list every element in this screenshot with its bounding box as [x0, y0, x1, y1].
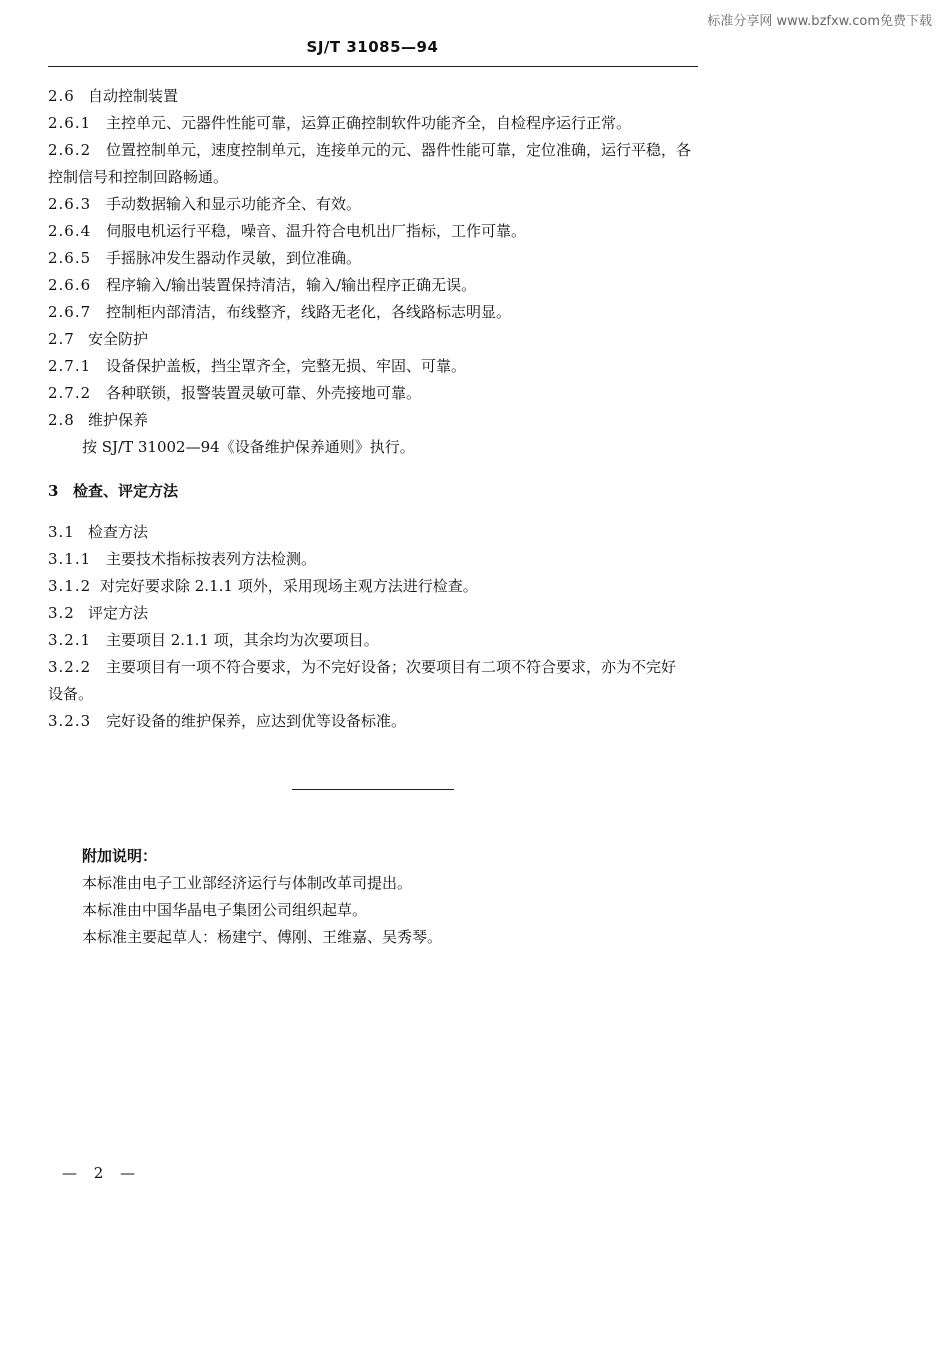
- section-number: 2.6.7: [48, 303, 92, 321]
- clause-3-2-2: [48, 657, 676, 677]
- section-text: 设备。: [48, 685, 94, 703]
- clause-2-7-1: [48, 356, 466, 376]
- section-text: 控制柜内部清洁，布线整齐，线路无老化，各线路标志明显。: [106, 303, 512, 321]
- clause-2-6-2-cont: [48, 167, 228, 187]
- appendix-line: 本标准由电子工业部经济运行与体制改革司提出。: [82, 874, 413, 892]
- section-3-1: [48, 522, 148, 542]
- section-number: 3.2.3: [48, 712, 92, 730]
- section-text: 主要项目有一项不符合要求，为不完好设备；次要项目有二项不符合要求，亦为不完好: [106, 658, 677, 676]
- clause-3-1-1: [48, 549, 316, 569]
- section-number: 2.6.3: [48, 195, 92, 213]
- section-number: 2.6.6: [48, 276, 92, 294]
- appendix-title: 附加说明：: [82, 847, 158, 865]
- watermark-text: 标准分享网 www.bzfxw.com免费下载: [707, 14, 932, 29]
- chapter-3-heading: [48, 481, 178, 501]
- section-text: 程序输入/输出装置保持清洁，输入/输出程序正确无误。: [106, 276, 477, 294]
- section-3-2: [48, 603, 148, 623]
- document-header: SJ/T 31085—94: [306, 38, 439, 56]
- section-text: 主要项目 2.1.1 项，其余均为次要项目。: [106, 631, 379, 649]
- section-number: 3.1.1: [48, 550, 92, 568]
- section-2-8: [48, 410, 148, 430]
- section-number: 2.8: [48, 411, 75, 429]
- section-2-7: [48, 329, 148, 349]
- clause-3-2-1: [48, 630, 379, 650]
- section-text: 评定方法: [88, 604, 149, 622]
- header-rule: [48, 66, 698, 67]
- section-text: 主控单元、元器件性能可靠，运算正确控制软件功能齐全，自检程序运行正常。: [106, 114, 632, 132]
- clause-2-6-5: [48, 248, 361, 268]
- section-2-6: [48, 86, 178, 106]
- section-number: 2.6: [48, 87, 75, 105]
- clause-2-6-6: [48, 275, 476, 295]
- section-number: 3.2.1: [48, 631, 92, 649]
- section-number: 2.6.4: [48, 222, 92, 240]
- clause-3-2-3: [48, 711, 406, 731]
- section-text: 维护保养: [88, 411, 149, 429]
- clause-3-2-2-cont: [48, 684, 93, 704]
- section-number: 2.6.2: [48, 141, 92, 159]
- section-text: 手摇脉冲发生器动作灵敏，到位准确。: [106, 249, 362, 267]
- section-number: 2.6.5: [48, 249, 92, 267]
- section-number: 3: [48, 482, 60, 500]
- appendix-line: 本标准由中国华晶电子集团公司组织起草。: [82, 901, 368, 919]
- clause-2-7-2: [48, 383, 421, 403]
- section-text: 控制信号和控制回路畅通。: [48, 168, 229, 186]
- clause-2-6-4: [48, 221, 526, 241]
- clause-2-6-1: [48, 113, 631, 133]
- section-number: 2.7.1: [48, 357, 92, 375]
- page-number: — 2 —: [62, 1164, 142, 1182]
- clause-2-6-3: [48, 194, 361, 214]
- clause-2-8-text: [82, 437, 415, 457]
- section-number: 2.6.1: [48, 114, 92, 132]
- section-number: 3.2.2: [48, 658, 92, 676]
- section-text: 伺服电机运行平稳，噪音、温升符合电机出厂指标，工作可靠。: [106, 222, 527, 240]
- section-text: 检查、评定方法: [73, 482, 179, 500]
- section-number: 3.1: [48, 523, 75, 541]
- clause-2-6-7: [48, 302, 511, 322]
- section-number: 3.2: [48, 604, 75, 622]
- appendix-line: 本标准主要起草人：杨建宁、傅刚、王维嘉、吴秀琴。: [82, 928, 443, 946]
- section-text: 对完好要求除 2.1.1 项外，采用现场主观方法进行检查。: [100, 577, 478, 595]
- section-text: 手动数据输入和显示功能齐全、有效。: [106, 195, 362, 213]
- section-text: 各种联锁，报警装置灵敏可靠、外壳接地可靠。: [106, 384, 422, 402]
- section-text: 完好设备的维护保养，应达到优等设备标准。: [106, 712, 407, 730]
- section-text: 设备保护盖板，挡尘罩齐全，完整无损、牢固、可靠。: [106, 357, 467, 375]
- section-number: 3.1.2: [48, 577, 92, 595]
- section-number: 2.7.2: [48, 384, 92, 402]
- section-text: 按 SJ/T 31002—94《设备维护保养通则》执行。: [82, 438, 415, 456]
- section-text: 位置控制单元，速度控制单元，连接单元的元、器件性能可靠，定位准确，运行平稳，各: [106, 141, 692, 159]
- section-text: 检查方法: [88, 523, 149, 541]
- section-number: 2.7: [48, 330, 75, 348]
- section-text: 主要技术指标按表列方法检测。: [106, 550, 317, 568]
- clause-2-6-2: [48, 140, 691, 160]
- end-rule: [292, 789, 454, 790]
- clause-3-1-2: [48, 576, 478, 596]
- section-text: 自动控制装置: [88, 87, 179, 105]
- section-text: 安全防护: [88, 330, 149, 348]
